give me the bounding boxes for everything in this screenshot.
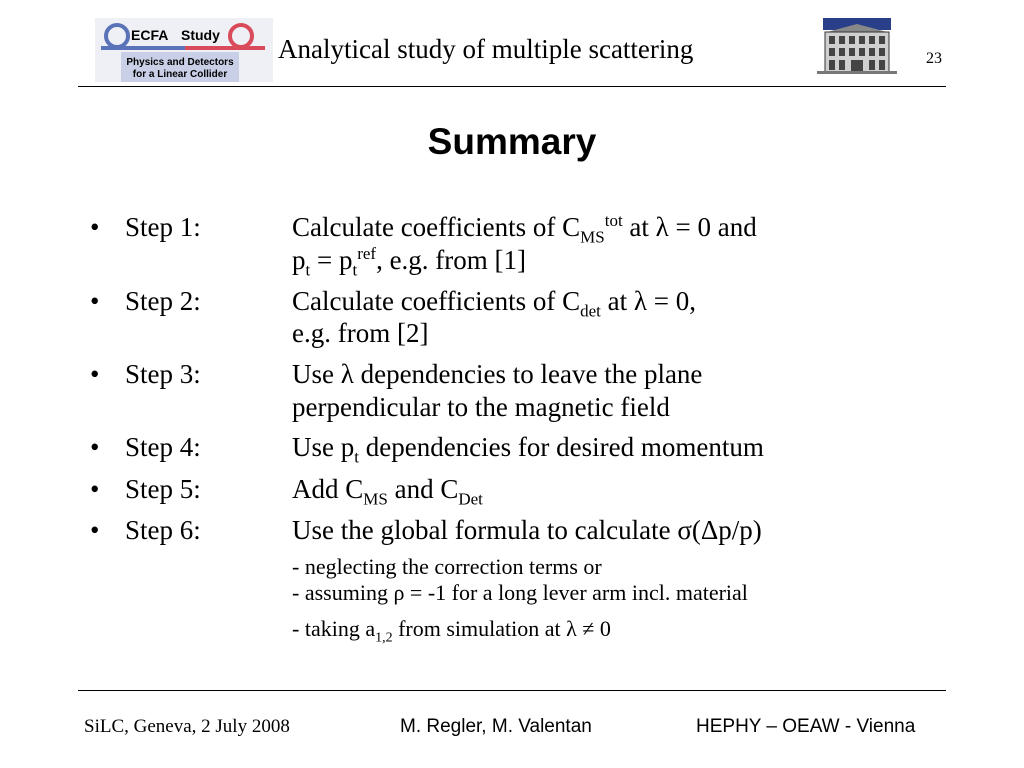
step-4-text: Use $p_t$ dependencies for desired momentum <box>292 432 764 467</box>
step-label: Step 2: <box>125 286 201 316</box>
footer-authors: M. Regler, M. Valentan <box>400 716 592 737</box>
note-neglecting: - neglecting the correction terms or <box>292 554 602 579</box>
ecfa-study-logo <box>95 18 273 82</box>
logo-line2-text: for a Linear Collider <box>132 69 228 80</box>
step-label: Step 5: <box>125 474 201 504</box>
footer-event: SiLC, Geneva, 2 July 2008 <box>84 716 290 737</box>
header-divider <box>78 86 946 87</box>
step-label: Step 3: <box>125 359 201 389</box>
step-5-text: Add $C_{MS}$ and $C_{Det}$ <box>292 474 483 509</box>
page-number: 23 <box>926 50 942 67</box>
bullet: • <box>90 515 100 545</box>
step-2-text: Calculate coefficients of $C_{det}$ at λ = 0, <box>292 286 696 321</box>
bullet: • <box>90 286 100 316</box>
step-1-text: Calculate coefficients of $C_{MS}^{tot}$ at λ = 0 and <box>292 211 757 247</box>
header-title: Analytical study of multiple scattering <box>278 34 694 64</box>
slide-title: Summary <box>427 121 597 162</box>
note-taking: - taking $a_{1,2}$ from simulation at λ ≠ 0 <box>292 616 611 646</box>
note-assuming: - assuming ρ = -1 for a long lever arm incl. material <box>292 580 748 605</box>
step-6-text: Use the global formula to calculate σ(Δp/p) <box>292 515 762 545</box>
step-label: Step 1: <box>125 212 201 242</box>
step-3-continuation: perpendicular to the magnetic field <box>292 392 670 422</box>
footer-institute: HEPHY – OEAW - Vienna <box>696 716 916 737</box>
step-label: Step 4: <box>125 432 201 462</box>
building-icon <box>817 18 897 74</box>
step-2-continuation: e.g. from [2] <box>292 318 429 348</box>
step-3-text: Use λ dependencies to leave the plane <box>292 359 703 389</box>
footer-divider <box>78 690 946 691</box>
logo-study-text: Study <box>181 27 220 43</box>
logo-ecfa-text: ECFA <box>131 27 169 43</box>
bullet: • <box>90 359 100 389</box>
step-1-continuation: $p_t = p_t^{ref}$, e.g. from [1] <box>292 244 527 280</box>
bullet: • <box>90 212 100 242</box>
bullet: • <box>90 432 100 462</box>
logo-line1-text: Physics and Detectors <box>126 57 234 68</box>
bullet: • <box>90 474 100 504</box>
step-label: Step 6: <box>125 515 201 545</box>
